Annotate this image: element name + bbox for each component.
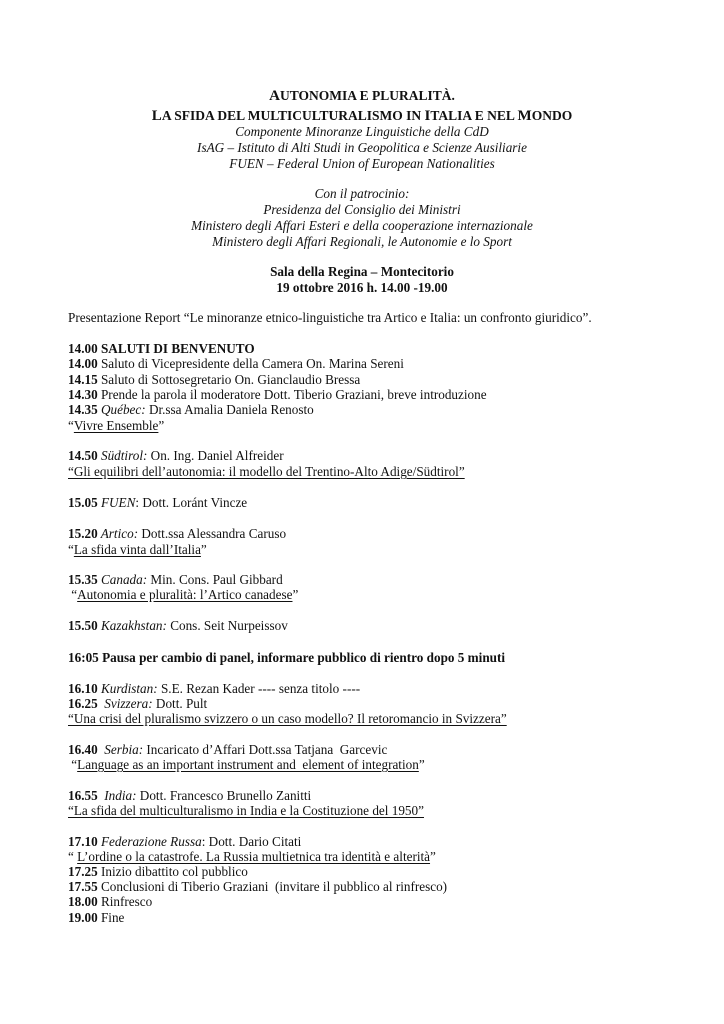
title-initial: L [151, 108, 162, 124]
program-item [68, 879, 447, 895]
item-text: Conclusioni di Tiberio Graziani (invitare il pubblico al rinfresco) [97, 879, 448, 894]
time: 17.25 [68, 864, 98, 879]
time: 16.25 [68, 696, 98, 711]
time: 17.55 [68, 879, 98, 894]
speaker: Min. Cons. Paul Gibbard [147, 572, 283, 587]
item-text: Rinfresco [97, 894, 153, 909]
title-initial: M [517, 108, 532, 124]
speaker: Cons. Seit Nurpeissov [166, 618, 288, 633]
talk-title-text: La sfida vinta dall’Italia [73, 542, 201, 557]
patron-line: Presidenza del Consiglio dei Ministri [263, 202, 461, 217]
place: Südtirol: [97, 448, 148, 463]
speaker: Dott. Pult [152, 696, 208, 711]
program-item [68, 618, 288, 634]
quote-mark: ” [200, 542, 207, 557]
quote-mark: “ [68, 849, 78, 864]
program-item [68, 696, 207, 712]
place: Kazakhstan: [97, 618, 167, 633]
quote-mark: ” [158, 418, 165, 433]
time: 14.35 [68, 402, 98, 417]
title-initial: A [269, 88, 280, 104]
document-title-line-1 [0, 88, 724, 105]
time: 14.15 [68, 372, 98, 387]
time: 14.30 [68, 387, 98, 402]
break-notice: 16:05 Pausa per cambio di panel, informare pubblico di rientro dopo 5 minuti [68, 650, 506, 665]
place: India: [97, 788, 137, 803]
program-item [68, 402, 314, 418]
title-text: TALIA E NEL [430, 108, 518, 123]
time: 19.00 [68, 910, 98, 925]
talk-title [68, 849, 436, 865]
time: 14.50 [68, 448, 98, 463]
title-text: UTONOMIA E PLURALITÀ. [279, 88, 455, 103]
document-title-line-2 [0, 108, 724, 125]
program-item [68, 572, 283, 588]
talk-title [68, 587, 298, 603]
patron-line: Ministero degli Affari Regionali, le Autonomie e lo Sport [212, 234, 512, 249]
time: 15.20 [68, 526, 98, 541]
item-text: Inizio dibattito col pubblico [97, 864, 248, 879]
talk-title [68, 418, 164, 434]
program-item [68, 894, 152, 910]
quote-mark: “ [68, 418, 74, 433]
quote-mark: “ [68, 542, 74, 557]
program-item [68, 387, 487, 403]
organizer-line: IsAG – Istituto di Alti Studi in Geopolitica e Scienze Ausiliarie [197, 140, 527, 155]
organizer-line: Componente Minoranze Linguistiche della CdD [235, 124, 489, 139]
item-text: Prende la parola il moderatore Dott. Tiberio Graziani, breve introduzione [97, 387, 487, 402]
time: 15.50 [68, 618, 98, 633]
program-item [68, 788, 311, 804]
quote-mark: ” [292, 587, 299, 602]
quote-mark: ” [430, 849, 436, 864]
talk-title [68, 542, 207, 558]
place: Svizzera: [97, 696, 153, 711]
speaker: Incaricato d’Affari Dott.ssa Tatjana Garcevic [143, 742, 388, 757]
place: Federazione Russa [97, 834, 202, 849]
time: 15.35 [68, 572, 98, 587]
program-item [68, 372, 360, 388]
welcome-heading: 14.00 SALUTI DI BENVENUTO [68, 341, 255, 356]
program-item [68, 910, 124, 926]
talk-title-text: Language as an important instrument and element of integration [77, 757, 419, 772]
quote-mark: “ [68, 757, 78, 772]
speaker: On. Ing. Daniel Alfreider [147, 448, 284, 463]
talk-title-text: Vivre Ensemble [73, 418, 159, 433]
speaker: : Dott. Loránt Vincze [135, 495, 248, 510]
time: 15.05 [68, 495, 98, 510]
place: Québec: [97, 402, 146, 417]
title-text: ONDO [531, 108, 573, 123]
place: Artico: [97, 526, 139, 541]
time: 18.00 [68, 894, 98, 909]
talk-title: “Gli equilibri dell’autonomia: il modello del Trentino-Alto Adige/Südtirol” [68, 464, 465, 479]
item-text: Saluto di Vicepresidente della Camera On. Marina Sereni [97, 356, 404, 371]
speaker: Dr.ssa Amalia Daniela Renosto [145, 402, 314, 417]
talk-title-text: Autonomia e pluralità: l’Artico canadese [77, 587, 293, 602]
patron-line: Ministero degli Affari Esteri e della cooperazione internazionale [191, 218, 533, 233]
place: Serbia: [97, 742, 144, 757]
venue: Sala della Regina – Montecitorio [270, 264, 454, 279]
quote-mark: ” [418, 757, 425, 772]
item-text: Saluto di Sottosegretario On. Gianclaudio Bressa [97, 372, 361, 387]
program-item [68, 834, 301, 850]
speaker: S.E. Rezan Kader ---- senza titolo ---- [157, 681, 361, 696]
program-item [68, 864, 248, 880]
time: 17.10 [68, 834, 98, 849]
speaker: Dott. Francesco Brunello Zanitti [136, 788, 312, 803]
time: 16.55 [68, 788, 98, 803]
place: FUEN [97, 495, 136, 510]
program-item [68, 448, 284, 464]
talk-title: “Una crisi del pluralismo svizzero o un caso modello? Il retoromancio in Svizzera” [68, 711, 507, 726]
organizer-line: FUEN – Federal Union of European Nationalities [229, 156, 495, 171]
talk-title-text: L’ordine o la catastrofe. La Russia multietnica tra identità e alterità [77, 849, 431, 864]
program-item [68, 526, 286, 542]
quote-mark: “ [68, 587, 78, 602]
place: Canada: [97, 572, 148, 587]
title-initial: I [424, 108, 431, 124]
item-text: Fine [97, 910, 125, 925]
program-item [68, 681, 360, 697]
patronage-label: Con il patrocinio: [314, 186, 410, 201]
title-text: A SFIDA DEL MULTICULTURALISMO IN [161, 108, 425, 123]
program-item [68, 742, 387, 758]
talk-title: “La sfida del multiculturalismo in India e la Costituzione del 1950” [68, 803, 424, 818]
speaker: : Dott. Dario Citati [201, 834, 302, 849]
talk-title [68, 757, 425, 773]
presentation-line: Presentazione Report “Le minoranze etnico-linguistiche tra Artico e Italia: un confronto giuridico”. [68, 310, 592, 325]
time: 16.40 [68, 742, 98, 757]
place: Kurdistan: [97, 681, 158, 696]
program-item [68, 356, 404, 372]
speaker: Dott.ssa Alessandra Caruso [138, 526, 287, 541]
time: 16.10 [68, 681, 98, 696]
program-item [68, 495, 247, 511]
time: 14.00 [68, 356, 98, 371]
event-date: 19 ottobre 2016 h. 14.00 -19.00 [276, 280, 448, 295]
